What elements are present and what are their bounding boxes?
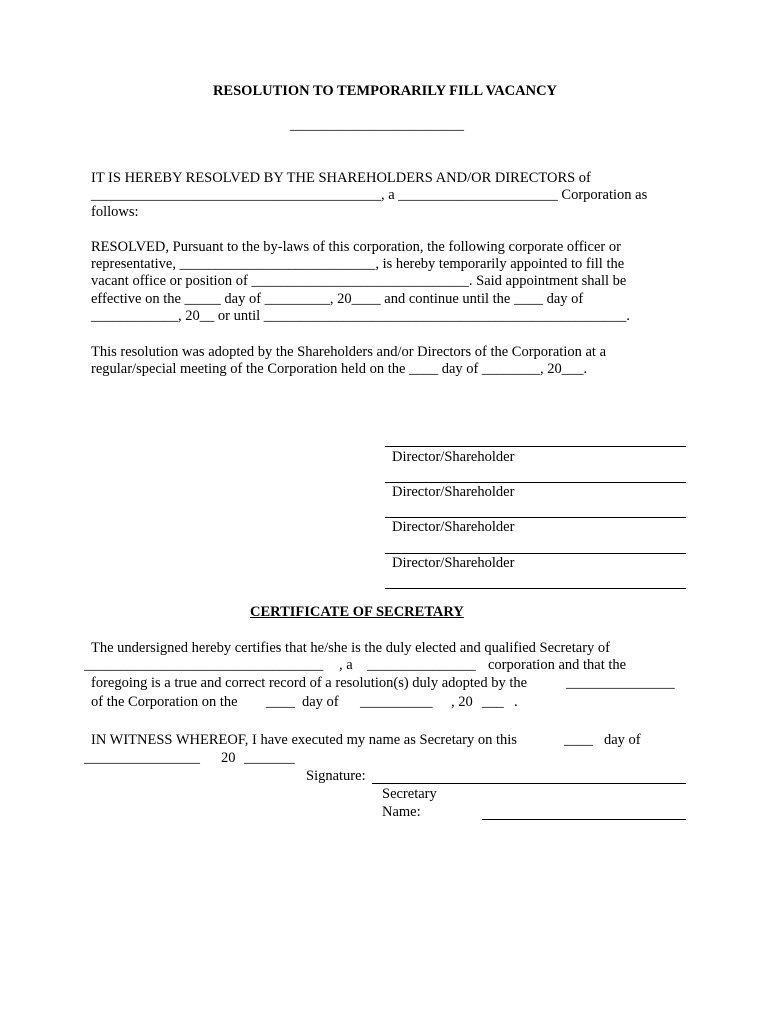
signature-line-2[interactable] bbox=[385, 482, 686, 483]
certificate-text-dayof: day of bbox=[302, 694, 339, 710]
signature-line-1[interactable] bbox=[385, 446, 686, 447]
certificate-period: . bbox=[514, 694, 518, 710]
resolved-line-4: effective on the _____ day of _________, 20____ and continue until the ____ day of bbox=[91, 291, 584, 307]
certificate-blank-year[interactable]: ___ bbox=[482, 694, 504, 710]
secretary-signature-line[interactable] bbox=[372, 783, 686, 784]
secretary-name-line[interactable] bbox=[482, 819, 686, 820]
intro-line-1: IT IS HEREBY RESOLVED BY THE SHAREHOLDERS AND/OR DIRECTORS of bbox=[91, 170, 591, 186]
title-blank-line: ________________________ bbox=[290, 117, 464, 133]
resolved-line-1: RESOLVED, Pursuant to the by-laws of this corporation, the following corporate officer or bbox=[91, 239, 621, 255]
signature-line-4[interactable] bbox=[385, 553, 686, 554]
signature-label: Signature: bbox=[306, 768, 366, 784]
certificate-text-corporation: corporation and that the bbox=[488, 657, 627, 673]
certificate-text-a: , a bbox=[339, 657, 353, 673]
witness-text-dayof: day of bbox=[604, 732, 641, 748]
certificate-blank-state[interactable]: _______________ bbox=[367, 657, 476, 673]
signature-label-2: Director/Shareholder bbox=[392, 484, 515, 500]
certificate-line-4-text: of the Corporation on the bbox=[91, 694, 238, 710]
document-title: RESOLUTION TO TEMPORARILY FILL VACANCY bbox=[212, 83, 558, 99]
signature-label-1: Director/Shareholder bbox=[392, 449, 515, 465]
certificate-blank-company[interactable]: _________________________________ bbox=[84, 657, 324, 673]
signature-line-3[interactable] bbox=[385, 517, 686, 518]
adopted-line-1: This resolution was adopted by the Shareholders and/or Directors of the Corporation at a bbox=[91, 344, 607, 360]
adopted-line-2: regular/special meeting of the Corporation held on the ____ day of ________, 20___. bbox=[91, 361, 588, 377]
witness-blank-year[interactable]: _______ bbox=[244, 750, 295, 766]
certificate-line-3: foregoing is a true and correct record of a resolution(s) duly adopted by the bbox=[91, 675, 528, 691]
intro-line-3: follows: bbox=[91, 204, 139, 220]
secretary-label: Secretary bbox=[382, 786, 437, 802]
witness-text-20: 20 bbox=[221, 750, 236, 766]
certificate-text-20: , 20 bbox=[451, 694, 473, 710]
intro-line-2: ________________________________________, a ______________________ Corporation as bbox=[91, 187, 648, 203]
certificate-blank-day[interactable]: ____ bbox=[266, 694, 295, 710]
certificate-blank-body[interactable]: _______________ bbox=[566, 675, 675, 691]
certificate-line-1: The undersigned hereby certifies that he/she is the duly elected and qualified Secretary of bbox=[91, 640, 610, 656]
resolved-line-5: ____________, 20__ or until __________________________________________________. bbox=[91, 308, 630, 324]
witness-blank-day[interactable]: ____ bbox=[564, 732, 593, 748]
certificate-blank-month[interactable]: __________ bbox=[360, 694, 433, 710]
signature-line-5[interactable] bbox=[385, 588, 686, 589]
witness-blank-month[interactable]: ________________ bbox=[84, 750, 200, 766]
signature-label-4: Director/Shareholder bbox=[392, 555, 515, 571]
resolved-line-2: representative, ___________________________, is hereby temporarily appointed to fill the bbox=[91, 256, 625, 272]
certificate-heading: CERTIFICATE OF SECRETARY bbox=[250, 604, 464, 620]
resolved-line-3: vacant office or position of ______________________________. Said appointment shall be bbox=[91, 273, 627, 289]
signature-label-3: Director/Shareholder bbox=[392, 519, 515, 535]
witness-line-1: IN WITNESS WHEREOF, I have executed my name as Secretary on this bbox=[91, 732, 517, 748]
name-label: Name: bbox=[382, 804, 421, 820]
